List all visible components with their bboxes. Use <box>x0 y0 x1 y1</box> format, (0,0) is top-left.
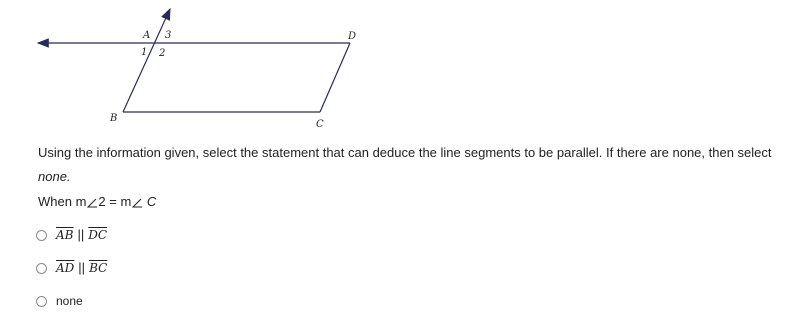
geometry-figure <box>0 0 800 135</box>
condition-middle: 2 = m <box>98 194 132 209</box>
line-ba-transversal <box>123 9 170 112</box>
radio-button[interactable] <box>36 230 47 241</box>
parallel-symbol: || <box>77 227 85 242</box>
angle-icon <box>87 198 97 208</box>
label-angle-1: 1 <box>141 47 148 58</box>
segment-bc-label: $\overline{BC}$ <box>89 261 108 275</box>
question-text: Using the information given, select the statement that can deduce the line segments to be parallel. If there are none, then select <box>38 145 772 160</box>
label-b: B <box>110 113 118 124</box>
option-ad-parallel-bc[interactable] <box>36 260 107 276</box>
option-label <box>56 227 107 243</box>
question-emphasis: none. <box>38 169 71 184</box>
question-prompt <box>38 141 783 189</box>
segment-dc-label: $\overline{DC}$ <box>88 228 108 242</box>
option-none-label: none <box>56 294 83 308</box>
label-c: C <box>316 119 324 130</box>
parallel-symbol: || <box>78 260 86 275</box>
label-d: D <box>348 31 357 42</box>
option-label <box>56 260 107 276</box>
label-angle-3: 3 <box>165 30 172 41</box>
segment-ad: $\overline{AD}$ <box>56 261 75 275</box>
label-a: A <box>143 30 151 41</box>
condition-prefix: When m <box>38 194 87 209</box>
segment-ab: $\overline{AB}$ <box>56 228 74 242</box>
label-angle-2: 2 <box>159 48 166 59</box>
option-ab-parallel-dc[interactable] <box>36 227 107 243</box>
condition-angle-c: C <box>146 194 157 209</box>
radio-button[interactable] <box>36 296 47 307</box>
radio-button[interactable] <box>36 263 47 274</box>
option-none[interactable] <box>36 293 83 309</box>
angle-icon <box>132 198 142 208</box>
given-condition <box>38 193 156 211</box>
segment-dc <box>320 43 350 112</box>
